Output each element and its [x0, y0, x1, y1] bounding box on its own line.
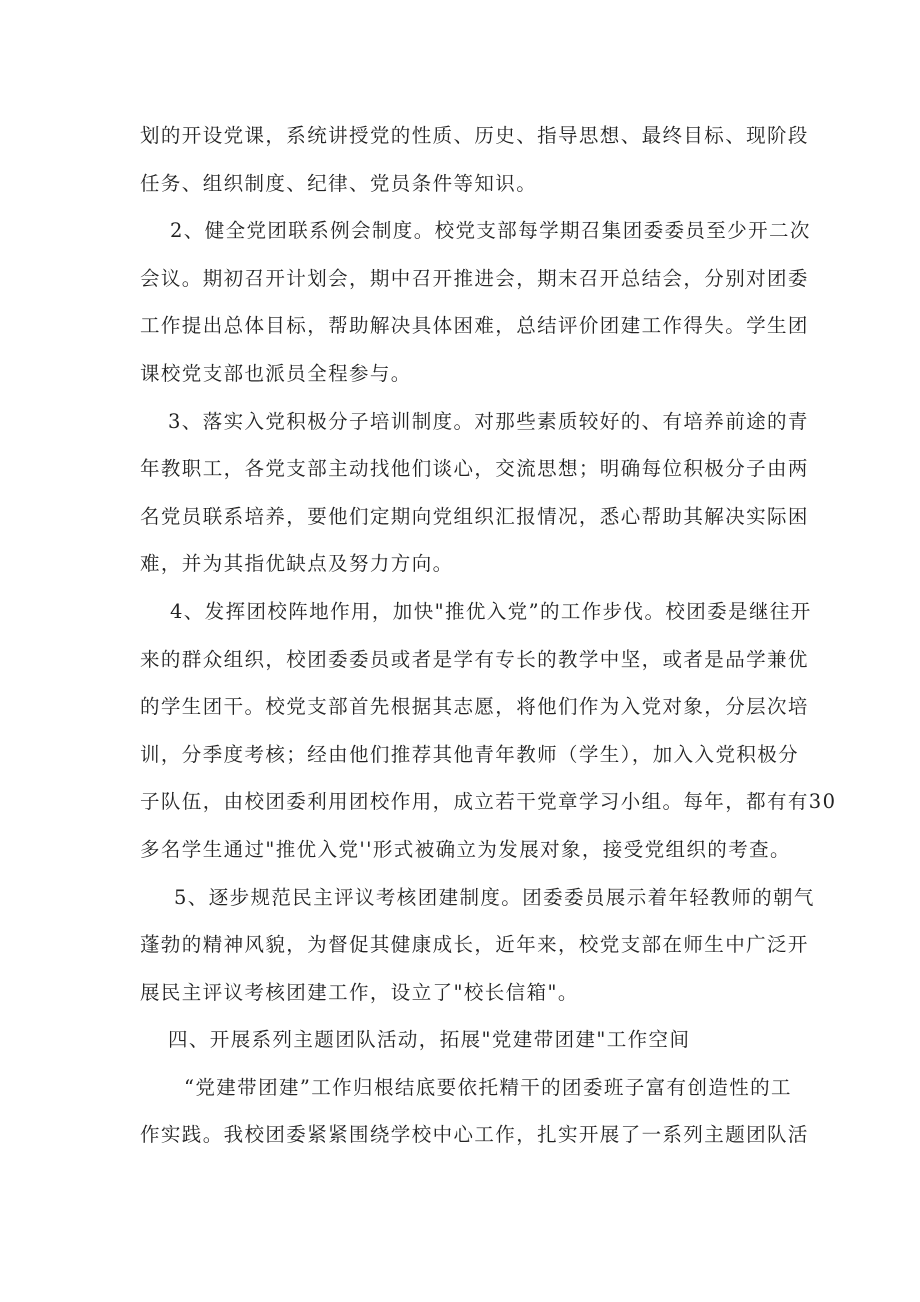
- text-line: 子队伍，由校团委利用团校作用，成立若干党章学习小组。每年，都有有30: [140, 790, 837, 814]
- paragraph-item-4: [140, 588, 837, 874]
- text-line: 2、健全党团联系例会制度。校党支部每学期召集团委委员至少开二次: [170, 219, 811, 243]
- paragraph-continuation: [140, 112, 809, 207]
- text-line: 划的开设党课，系统讲授党的性质、历史、指导思想、最终目标、现阶段: [140, 124, 809, 147]
- text-line: 作实践。我校团委紧紧围绕学校中心工作，扎实开展了一系列主题团队活: [140, 1123, 809, 1147]
- paragraph-section-4-body: [140, 1064, 809, 1159]
- document-body: [140, 112, 837, 1159]
- text-line: 蓬勃的精神风貌，为督促其健康成长，近年来，校党支部在师生中广泛开: [140, 933, 809, 957]
- text-line: 工作提出总体目标，帮助解决具体困难，总结评价团建工作得失。学生团: [140, 314, 809, 338]
- text-line: 难，并为其指优缺点及努力方向。: [140, 552, 454, 576]
- text-line: 课校党支部也派员全程参与。: [140, 361, 412, 385]
- text-line: 展民主评议考核团建工作，设立了"校长信箱"。: [140, 980, 579, 1004]
- text-line: 3、落实入党积极分子培训制度。对那些素质较好的、有培养前途的青: [168, 409, 809, 433]
- text-line: 会议。期初召开计划会，期中召开推进会，期末召开总结会，分别对团委: [140, 266, 809, 290]
- text-line: 的学生团干。校党支部首先根据其志愿，将他们作为入党对象，分层次培: [140, 695, 809, 719]
- text-line: “党建带团建”工作归根结底要依托精干的团委班子富有创造性的工: [184, 1075, 792, 1099]
- text-line: 名党员联系培养，要他们定期向党组织汇报情况，悉心帮助其解决实际困: [140, 504, 809, 528]
- section-heading-text: 四、开展系列主题团队活动，拓展"党建带团建"工作空间: [168, 1028, 691, 1052]
- paragraph-item-2: [140, 207, 811, 397]
- paragraph-item-3: [140, 398, 809, 588]
- text-line: 多名学生通过"推优入党''形式被确立为发展对象，接受党组织的考查。: [140, 837, 791, 861]
- text-line: 训，分季度考核；经由他们推荐其他青年教师（学生），加入入党积极分: [140, 742, 800, 766]
- text-line: 来的群众组织，校团委委员或者是学有专长的教学中坚，或者是品学兼优: [140, 647, 809, 671]
- text-line: 4、发挥团校阵地作用，加快"推优入党”的工作步伐。校团委是继往开: [170, 599, 812, 623]
- text-line: 任务、组织制度、纪律、党员条件等知识。: [140, 171, 538, 195]
- section-heading: [140, 1016, 790, 1064]
- paragraph-item-5: [140, 874, 815, 1017]
- text-line: 年教职工，各党支部主动找他们谈心，交流思想；明确每位积极分子由两: [140, 457, 809, 481]
- text-line: 5、逐步规范民主评议考核团建制度。团委委员展示着年轻教师的朝气: [174, 885, 815, 909]
